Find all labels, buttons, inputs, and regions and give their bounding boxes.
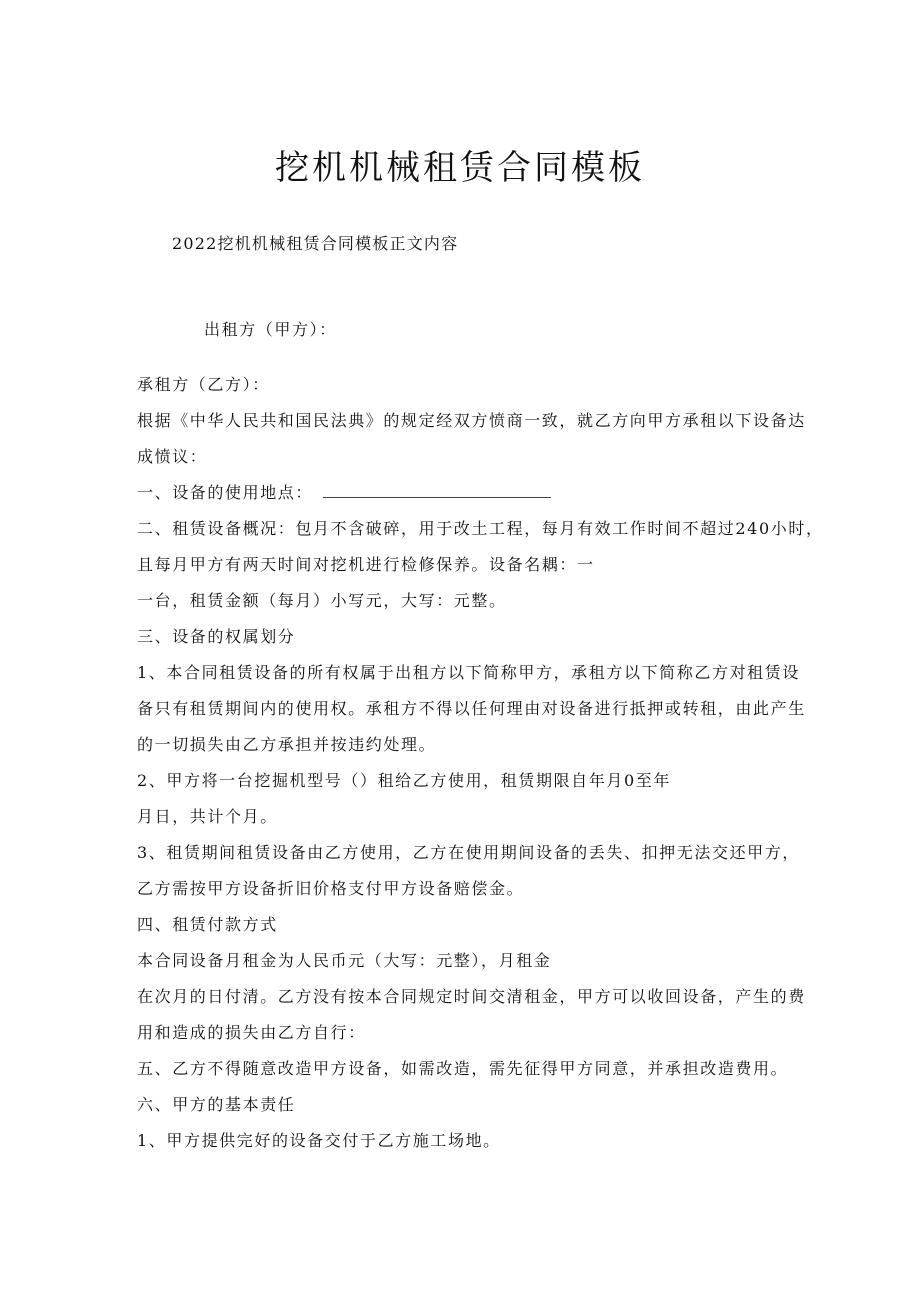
paragraph-line: 在次月的日付清。乙方没有按本合同规定时间交清租金，甲方可以收回设备，产生的费 [137,987,806,1006]
lessor-label: 出租方（甲方）： [204,320,337,339]
paragraph-line: 一台，租赁金额（每月）小写元，大写：元整。 [137,591,507,610]
lessee-label: 承租方（乙方）： [137,375,270,394]
paragraph-line: 本合同设备月租金为人民币元（大写：元整），月租金 [137,951,552,970]
usage-location-label: 一、设备的使用地点： [137,483,314,502]
paragraph-line: 且每月甲方有两天时间对挖机进行检修保养。设备名耦：一 [137,555,595,574]
paragraph-line: 备只有租赁期间内的使用权。承租方不得以任何理由对设备进行抵押或转租，由此产生 [137,699,806,718]
section-heading: 三、设备的权属划分 [137,627,296,646]
paragraph-line: 3、租赁期间租赁设备由乙方使用，乙方在使用期间设备的丢失、扣押无法交还甲方， [137,843,800,862]
document-title: 挖机机械租赁合同模板 [275,148,645,188]
paragraph-line: 二、租赁设备概况：包月不含破碎，用于改土工程，每月有效工作时间不超过240小时， [137,519,824,538]
paragraph-line: 根据《中华人民共和国民法典》的规定经双方愤商一致，就乙方向甲方承租以下设备达 [137,411,806,430]
paragraph-line: 2、甲方将一台挖掘机型号（）租给乙方使用，租赁期限自年月0至年 [137,771,671,790]
paragraph-line: 用和造成的损失由乙方自行： [137,1023,366,1042]
document-subtitle: 2022挖机机械租赁合同模板正文内容 [172,234,459,253]
usage-location-row [137,481,787,505]
section-heading: 六、甲方的基本责任 [137,1095,296,1114]
paragraph-line: 1、甲方提供完好的设备交付于乙方施工场地。 [137,1131,501,1150]
paragraph-line: 成愤议： [137,447,208,466]
paragraph-line: 1、本合同租赁设备的所有权属于出租方以下简称甲方，承租方以下简称乙方对租赁设 [137,663,800,682]
paragraph-line: 的一切损失由乙方承担并按违约处理。 [137,735,437,754]
usage-location-blank[interactable] [323,483,551,498]
paragraph-line: 五、乙方不得随意改造甲方设备，如需改造，需先征得甲方同意，并承担改造费用。 [137,1059,789,1078]
paragraph-line: 乙方需按甲方设备折旧价格支付甲方设备赔偿金。 [137,879,525,898]
paragraph-line: 月日，共计个月。 [137,807,278,826]
section-heading: 四、租赁付款方式 [137,915,278,934]
